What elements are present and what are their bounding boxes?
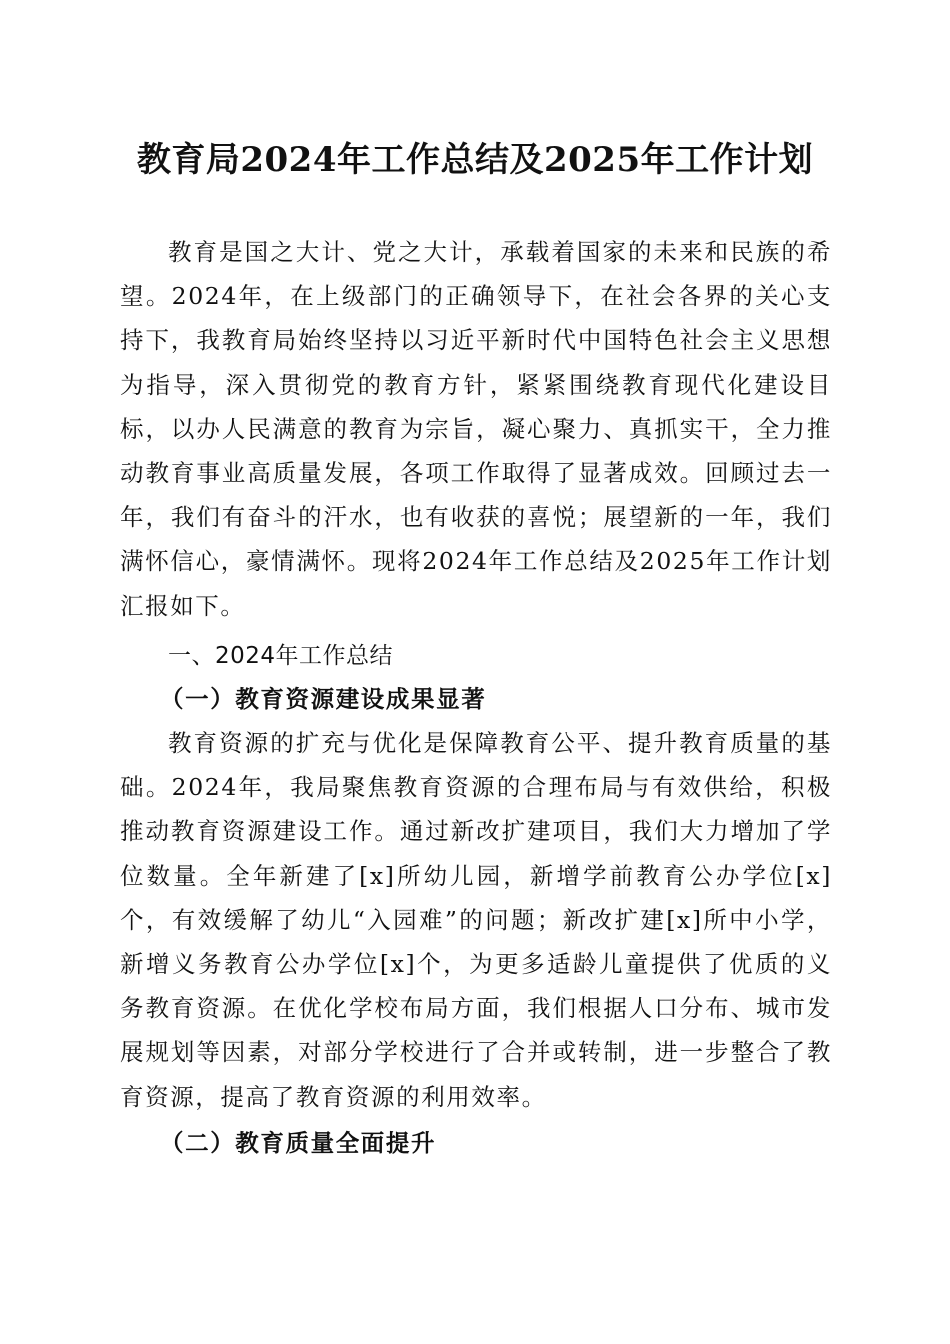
document-title: 教育局2024年工作总结及2025年工作计划 (136, 140, 814, 180)
intro-paragraph: 教育是国之大计、党之大计，承载着国家的未来和民族的希望。2024年，在上级部门的正确领导下，在社会各界的关心支持下，我教育局始终坚持以习近平新时代中国特色社会主义思想为指导，深入贯彻党的教育方针，紧紧围绕教育现代化建设目标，以办人民满意的教育为宗旨，凝心聚力、真抓实干，全力推动教育事业高质量发展，各项工作取得了显著成效。回顾过去一年，我们有奋斗的汗水，也有收获的喜悦；展望新的一年，我们满怀信心，豪情满怀。现将2024年工作总结及2025年工作计划汇报如下。 (120, 238, 832, 620)
education-resources-paragraph: 教育资源的扩充与优化是保障教育公平、提升教育质量的基础。2024年，我局聚焦教育资源的合理布局与有效供给，积极推动教育资源建设工作。通过新改扩建项目，我们大力增加了学位数量。全年新建了[x]所幼儿园，新增学前教育公办学位[x]个，有效缓解了幼儿“入园难”的问题；新改扩建[x]所中小学，新增义务教育公办学位[x]个，为更多适龄儿童提供了优质的义务教育资源。在优化学校布局方面，我们根据人口分布、城市发展规划等因素，对部分学校进行了合并或转制，进一步整合了教育资源，提高了教育资源的利用效率。 (120, 729, 832, 1111)
section-heading-work-summary: 一、2024年工作总结 (168, 643, 394, 669)
subsection-heading-education-resources: （一）教育资源建设成果显著 (160, 685, 487, 713)
subsection-heading-education-quality: （二）教育质量全面提升 (160, 1129, 437, 1157)
